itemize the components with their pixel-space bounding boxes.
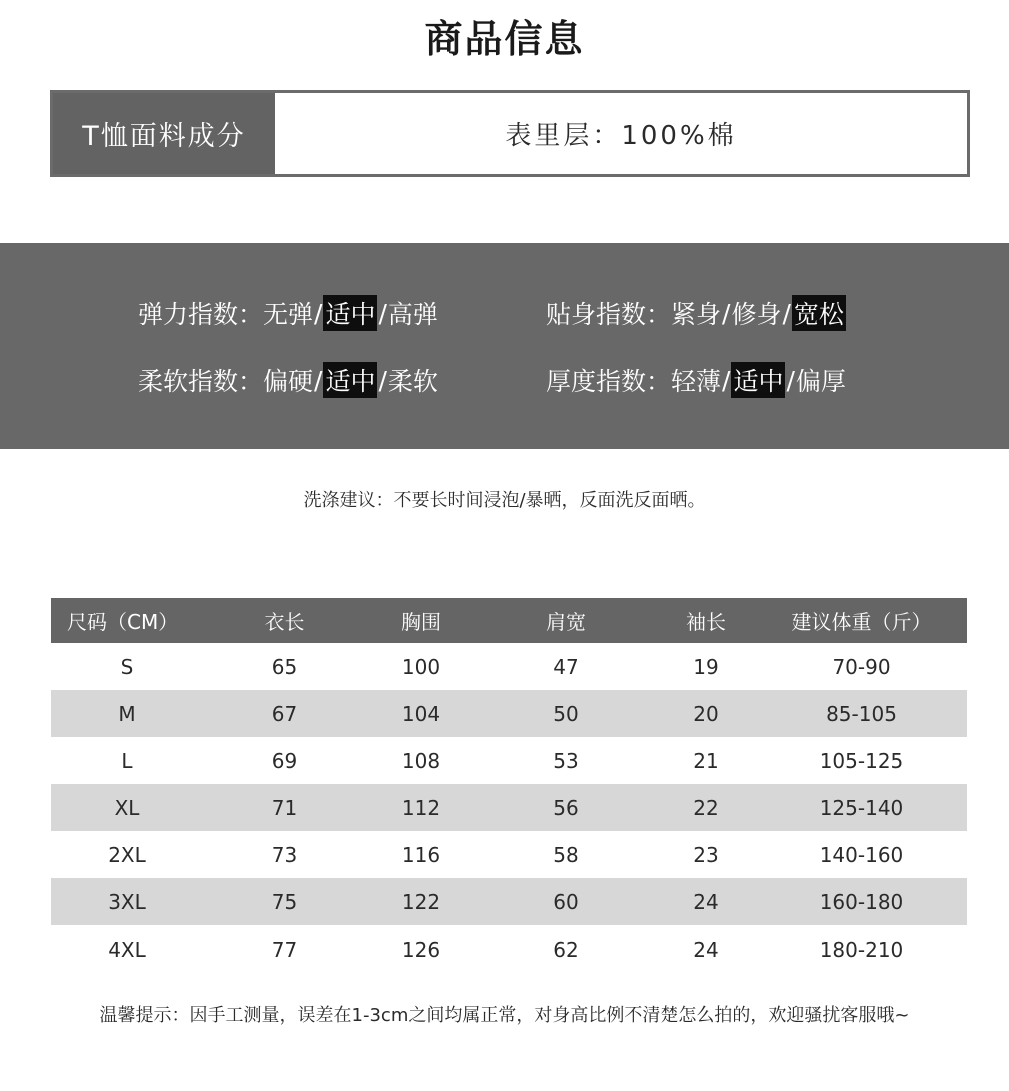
page-title: 商品信息: [424, 17, 585, 61]
table-row: [51, 878, 967, 925]
table-cell: 112: [401, 795, 441, 820]
table-cell: 180-210: [819, 938, 904, 962]
table-cell: 108: [401, 748, 441, 773]
index-option: 偏硬: [263, 367, 314, 396]
table-cell: 23: [693, 842, 719, 867]
index-option: 高弹: [387, 300, 438, 329]
index-label: 贴身指数：: [546, 300, 672, 329]
index-option: 柔软: [387, 367, 438, 396]
index-label: 弹力指数：: [138, 300, 264, 329]
table-cell: 140-160: [819, 842, 904, 867]
table-cell: 85-105: [826, 701, 897, 726]
table-cell: 62: [553, 938, 579, 962]
size-table-body: [51, 643, 967, 975]
index-option: 无弹: [263, 300, 314, 329]
header-shoulder: 肩宽: [546, 610, 586, 634]
table-row: [51, 831, 967, 878]
measurement-note: 温馨提示：因手工测量，误差在1-3cm之间均属正常，对身高比例不清楚怎么拍的，欢迎骚扰客服哦~: [99, 1005, 910, 1026]
index-softness: [138, 362, 438, 398]
fabric-label: T恤面料成分: [53, 93, 275, 174]
index-label: 柔软指数：: [138, 367, 264, 396]
size-table-header: [51, 598, 967, 643]
table-cell: 116: [401, 842, 441, 867]
table-cell: 56: [553, 795, 579, 820]
table-cell: 20: [693, 701, 719, 726]
table-row: [51, 690, 967, 737]
table-cell: 3XL: [108, 889, 146, 914]
table-cell: 105-125: [819, 748, 904, 773]
table-cell: 160-180: [819, 889, 904, 914]
index-thickness: [546, 362, 846, 398]
index-separator: /: [782, 298, 791, 328]
index-option-selected: 宽松: [792, 295, 846, 331]
index-option-selected: 适中: [731, 362, 785, 398]
table-cell: 53: [553, 748, 579, 773]
header-weight: 建议体重（斤）: [791, 610, 932, 634]
header-sleeve: 袖长: [686, 610, 726, 634]
table-cell: 70-90: [832, 654, 891, 679]
fabric-index-panel: [0, 243, 1009, 449]
index-separator: /: [378, 298, 387, 328]
table-cell: 65: [271, 654, 298, 679]
header-size: 尺码（CM）: [67, 610, 179, 634]
index-separator: /: [722, 365, 731, 395]
index-option: 轻薄: [671, 367, 722, 396]
index-option: 修身: [731, 300, 782, 329]
table-cell: 47: [553, 654, 579, 679]
table-row: [51, 643, 967, 690]
table-cell: M: [118, 701, 136, 726]
table-cell: 67: [271, 701, 298, 726]
washing-advice: 洗涤建议：不要长时间浸泡/暴晒，反面洗反面晒。: [303, 490, 706, 511]
index-option: 偏厚: [795, 367, 846, 396]
index-label: 厚度指数：: [546, 367, 672, 396]
table-cell: 4XL: [108, 938, 146, 962]
table-row: [51, 784, 967, 831]
table-cell: 24: [693, 889, 719, 914]
table-cell: L: [121, 748, 133, 773]
table-cell: 122: [401, 889, 441, 914]
table-cell: 22: [693, 795, 719, 820]
table-cell: 24: [693, 938, 719, 962]
table-cell: 73: [271, 842, 298, 867]
table-cell: 2XL: [108, 842, 146, 867]
table-row: [51, 925, 967, 975]
fabric-composition-box: [50, 90, 970, 177]
table-cell: 58: [553, 842, 579, 867]
table-cell: 60: [553, 889, 579, 914]
header-chest: 胸围: [401, 610, 441, 634]
index-separator: /: [786, 365, 795, 395]
table-cell: 50: [553, 701, 579, 726]
table-cell: 125-140: [819, 795, 904, 820]
index-separator: /: [314, 298, 323, 328]
table-cell: 126: [401, 938, 441, 962]
size-table: [51, 598, 967, 975]
index-separator: /: [314, 365, 323, 395]
fabric-value: 表里层：100%棉: [275, 93, 967, 174]
index-separator: /: [722, 298, 731, 328]
header-length: 衣长: [264, 610, 305, 634]
table-cell: XL: [114, 795, 140, 820]
table-cell: 100: [401, 654, 441, 679]
table-cell: S: [120, 654, 134, 679]
index-fit: [546, 295, 846, 331]
index-option-selected: 适中: [323, 295, 377, 331]
table-cell: 75: [271, 889, 298, 914]
table-cell: 21: [693, 748, 719, 773]
index-elasticity: [138, 295, 438, 331]
table-row: [51, 737, 967, 784]
index-option: 紧身: [671, 300, 722, 329]
index-option-selected: 适中: [323, 362, 377, 398]
index-separator: /: [378, 365, 387, 395]
table-cell: 104: [401, 701, 441, 726]
table-cell: 69: [271, 748, 298, 773]
table-cell: 71: [271, 795, 298, 820]
table-cell: 77: [271, 938, 298, 962]
table-cell: 19: [693, 654, 719, 679]
